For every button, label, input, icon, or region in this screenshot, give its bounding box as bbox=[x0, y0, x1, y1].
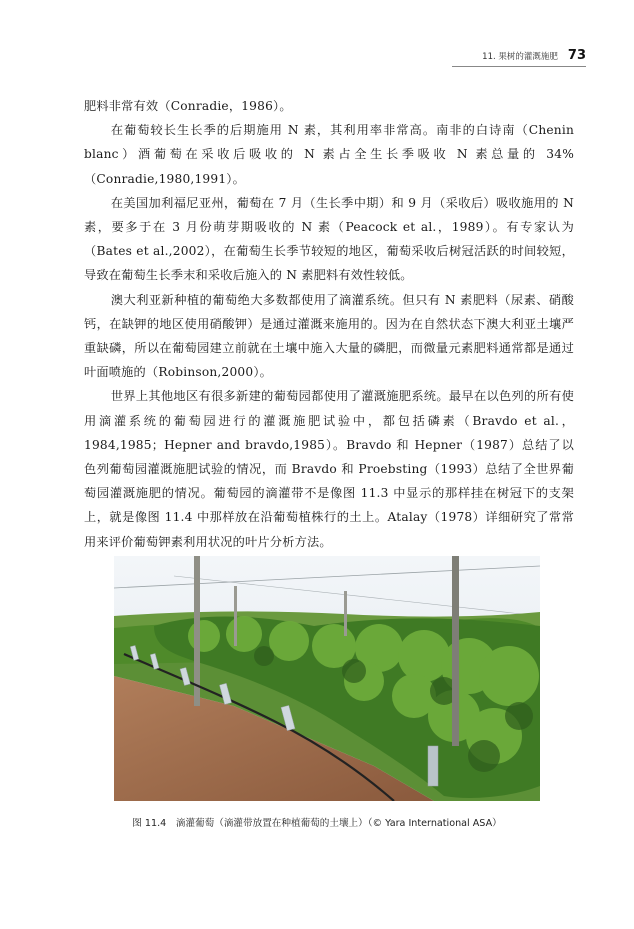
page-number: 73 bbox=[567, 48, 586, 63]
paragraph: 世界上其他地区有很多新建的葡萄园都使用了灌溉施肥系统。最早在以色列的所有使用滴灌系统的葡萄园进行的灌溉施肥试验中，都包括磷素（Bravdo et al.，1984,1985；Hepner and bravdo,1985）。Bravdo 和 Hepner（1987）总结了以色列葡萄园灌溉施肥试验的情况，而 Bravdo 和 Proebsting（1993）总结了全世界葡萄园灌溉施肥的情况。葡萄园的滴灌带不是像图 11.3 中显示的那样挂在树冠下的支架上，就是像图 11.4 中那样放在沿葡萄植株行的土上。Atalay（1978）详细研究了常常用来评价葡萄钾素利用状况的叶片分析方法。 bbox=[84, 389, 574, 549]
chapter-title: 11. 果树的灌溉施肥 bbox=[482, 52, 558, 62]
vineyard-photo bbox=[114, 556, 540, 801]
paragraph-continuation: 肥料非常有效（Conradie，1986）。 bbox=[84, 99, 292, 113]
body-text bbox=[84, 94, 574, 554]
header-rule bbox=[452, 66, 586, 67]
paragraph: 在美国加利福尼亚州，葡萄在 7 月（生长季中期）和 9 月（采收后）吸收施用的 N 素，要多于在 3 月份萌芽期吸收的 N 素（Peacock et al.，1989）。有专家认为（Bates et al.,2002），在葡萄生长季节较短的地区，葡萄采收后树冠活跃的时间较短，导致在葡萄生长季末和采收后施入的 N 素肥料有效性较低。 bbox=[84, 195, 574, 283]
running-header bbox=[482, 48, 586, 63]
paragraph: 在葡萄较长生长季的后期施用 N 素，其利用率非常高。南非的白诗南（Chenin blanc）酒葡萄在采收后吸收的 N 素占全生长季吸收 N 素总量的 34%（Conradie,1980,1991）。 bbox=[84, 123, 574, 186]
paragraph: 澳大利亚新种植的葡萄绝大多数都使用了滴灌系统。但只有 N 素肥料（尿素、硝酸钙，在缺钾的地区使用硝酸钾）是通过灌溉来施用的。因为在自然状态下澳大利亚土壤严重缺磷，所以在葡萄园建立前就在土壤中施入大量的磷肥，而微量元素肥料通常都是通过叶面喷施的（Robinson,2000）。 bbox=[84, 292, 574, 380]
figure-caption: 图 11.4 滴灌葡萄（滴灌带放置在种植葡萄的土壤上）（© Yara International ASA） bbox=[132, 818, 502, 829]
vineyard-illustration bbox=[114, 556, 540, 801]
